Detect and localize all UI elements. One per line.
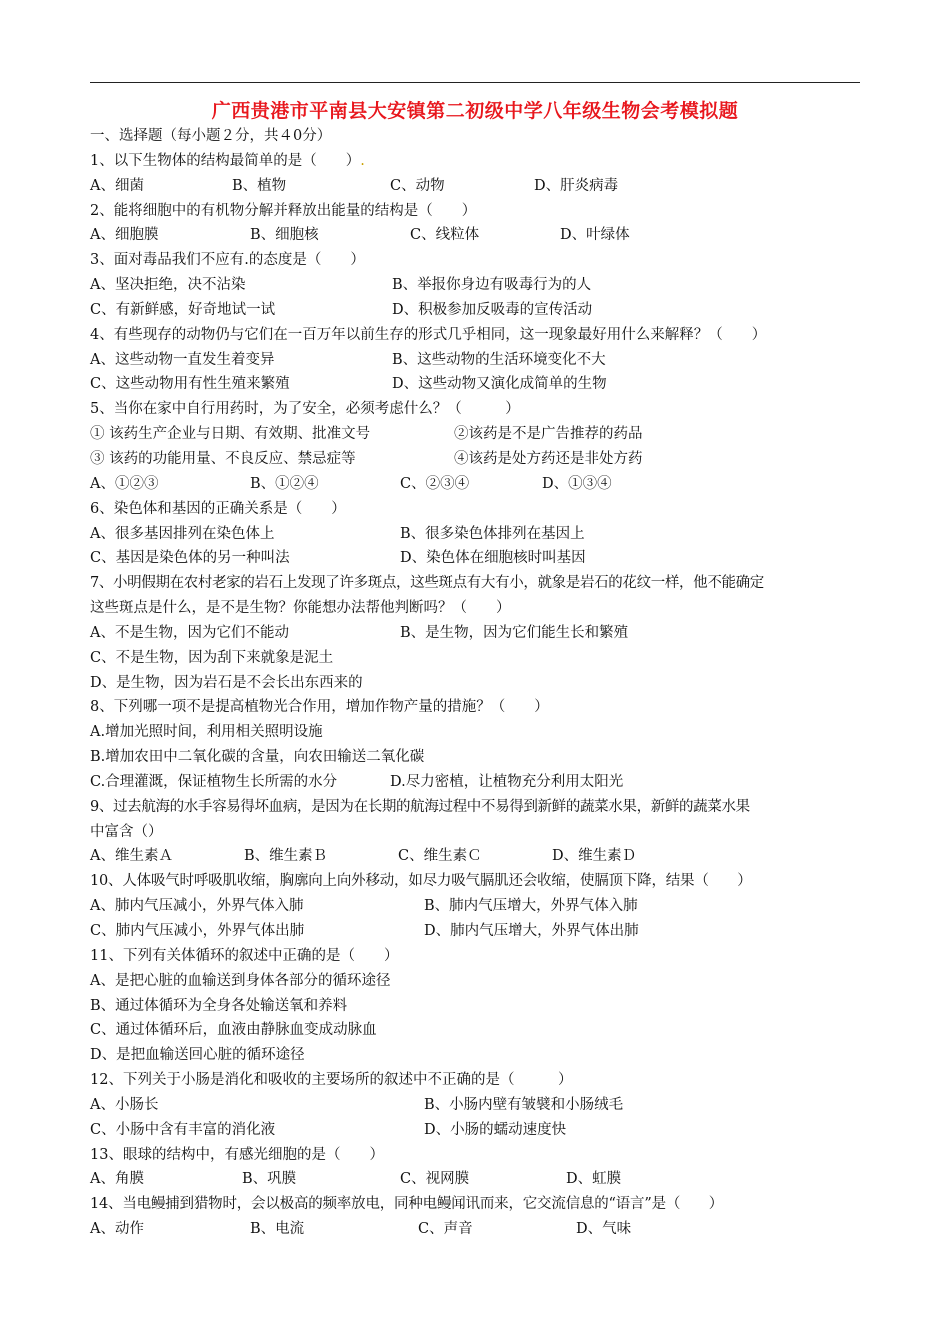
option-a: A、角膜 xyxy=(90,1171,144,1188)
option-b: B、是生物，因为它们能生长和繁殖 xyxy=(400,624,629,641)
question-11-option-c: C、通过体循环后，血液由静脉血变成动脉血 xyxy=(90,1022,377,1039)
statement-4: ④该药是处方药还是非处方药 xyxy=(454,450,643,467)
question-7-stem-line-1: 7、小明假期在农村老家的岩石上发现了许多斑点，这些斑点有大有小，就象是岩石的花纹一样，他不能确定 xyxy=(90,575,764,592)
statement-3: ③ 该药的功能用量、不良反应、禁忌症等 xyxy=(90,450,356,467)
statement-2: ②该药是不是广告推荐的药品 xyxy=(454,426,643,443)
option-d: D、①③④ xyxy=(542,475,612,492)
option-d: D、肺内气压增大，外界气体出肺 xyxy=(424,923,639,939)
question-9-options xyxy=(90,844,865,869)
question-9-stem-line-2: 中富含（） xyxy=(90,823,163,840)
question-8-options-cd xyxy=(90,770,865,795)
option-b: B、很多染色体排列在基因上 xyxy=(400,525,585,542)
option-d: D、小肠的蠕动速度快 xyxy=(424,1121,567,1138)
option-b: B、细胞核 xyxy=(250,227,319,244)
option-a: A、肺内气压减小，外界气体入肺 xyxy=(90,898,304,915)
option-b: B、电流 xyxy=(250,1221,305,1238)
option-c: C、②③④ xyxy=(400,475,470,492)
question-8-stem: 8、下列哪一项不是提高植物光合作用，增加作物产量的措施？（ ） xyxy=(90,699,549,716)
option-c: C.合理灌溉，保证植物生长所需的水分 xyxy=(90,773,338,790)
question-5-statements-12 xyxy=(90,422,865,447)
question-7-option-d: D、是生物，因为岩石是不会长出东西来的 xyxy=(90,674,363,691)
question-6-options-cd xyxy=(90,546,865,571)
option-c: C、声音 xyxy=(418,1221,473,1238)
option-c: C、线粒体 xyxy=(410,227,480,244)
option-a: A、坚决拒绝，决不沾染 xyxy=(90,277,246,294)
question-11-option-a: A、是把心脏的血输送到身体各部分的循环途径 xyxy=(90,972,391,989)
question-9-stem-line-1: 9、过去航海的水手容易得坏血病，是因为在长期的航海过程中不易得到新鲜的蔬菜水果，新鲜的蔬菜水果 xyxy=(90,798,750,815)
question-6-options-ab xyxy=(90,522,865,547)
question-5-statements-34 xyxy=(90,447,865,472)
question-7-option-c: C、不是生物，因为刮下来就象是泥土 xyxy=(90,649,334,666)
question-8-option-b: B.增加农田中二氧化碳的含量，向农田输送二氧化碳 xyxy=(90,749,425,766)
option-a: A、①②③ xyxy=(90,475,159,492)
question-12-stem: 12、下列关于小肠是消化和吸收的主要场所的叙述中不正确的是（ ） xyxy=(90,1072,573,1089)
option-d: D、这些动物又演化成简单的生物 xyxy=(392,376,607,393)
option-a: A、维生素Ａ xyxy=(90,848,173,865)
option-b: B、这些动物的生活环境变化不大 xyxy=(392,351,606,368)
question-2-options xyxy=(90,223,865,248)
option-c: C、这些动物用有性生殖来繁殖 xyxy=(90,376,290,393)
question-7-stem-line-2: 这些斑点是什么，是不是生物？你能想办法帮他判断吗？（ ） xyxy=(90,600,511,617)
option-d: D、气味 xyxy=(576,1221,632,1238)
section-heading: 一、选择题（每小题２分，共４0分） xyxy=(90,128,332,144)
question-4-options-ab xyxy=(90,348,865,373)
question-4-stem: 4、有些现存的动物仍与它们在一百万年以前生存的形式几乎相同，这一现象最好用什么来解释？（ ） xyxy=(90,326,767,343)
option-c: C、动物 xyxy=(390,177,445,194)
option-b: B、植物 xyxy=(232,177,287,194)
option-a: A、小肠长 xyxy=(90,1096,159,1113)
option-d: D、虹膜 xyxy=(566,1171,622,1188)
question-13-options xyxy=(90,1167,865,1192)
question-6-stem: 6、染色体和基因的正确关系是（ ） xyxy=(90,500,346,517)
question-10-options-ab xyxy=(90,894,865,919)
question-1-options xyxy=(90,174,865,199)
option-c: C、小肠中含有丰富的消化液 xyxy=(90,1121,276,1138)
question-list xyxy=(90,124,865,1242)
question-3-options-cd xyxy=(90,298,865,323)
question-5-options xyxy=(90,472,865,497)
option-c: C、肺内气压减小，外界气体出肺 xyxy=(90,923,305,939)
question-5-stem: 5、当你在家中自行用药时，为了安全，必须考虑什么？（ ） xyxy=(90,401,520,418)
option-a: A、细菌 xyxy=(90,177,144,194)
question-7-options-ab xyxy=(90,621,865,646)
option-a: A、动作 xyxy=(90,1221,144,1238)
option-a: A、这些动物一直发生着变异 xyxy=(90,351,275,368)
option-b: B、肺内气压增大，外界气体入肺 xyxy=(424,898,638,915)
question-12-options-cd xyxy=(90,1118,865,1143)
option-b: B、维生素Ｂ xyxy=(244,848,328,865)
question-14-stem: 14、当电鳗捕到猎物时，会以极高的频率放电，同种电鳗闻讯而来，它交流信息的“语言”是（ ） xyxy=(90,1196,724,1213)
question-2-stem: 2、能将细胞中的有机物分解并释放出能量的结构是（ ） xyxy=(90,202,477,219)
option-b: B、①②④ xyxy=(250,475,319,492)
option-d: D、积极参加反吸毒的宣传活动 xyxy=(392,301,593,318)
question-13-stem: 13、眼球的结构中，有感光细胞的是（ ） xyxy=(90,1146,384,1163)
question-10-stem: 10、人体吸气时呼吸肌收缩，胸廓向上向外移动，如尽力吸气膈肌还会收缩，使膈顶下降，结果（ ） xyxy=(90,873,752,890)
question-11-option-d: D、是把血输送回心脏的循环途径 xyxy=(90,1047,305,1064)
question-3-options-ab xyxy=(90,273,865,298)
header-rule xyxy=(90,82,860,83)
statement-1: ① 该药生产企业与日期、有效期、批准文号 xyxy=(90,426,371,443)
question-11-stem: 11、下列有关体循环的叙述中正确的是（ ） xyxy=(90,947,399,964)
question-11-option-b: B、通过体循环为全身各处输送氧和养料 xyxy=(90,997,348,1014)
option-b: B、小肠内壁有皱襞和小肠绒毛 xyxy=(424,1096,624,1113)
option-a: A、不是生物，因为它们不能动 xyxy=(90,624,289,641)
stray-mark: . xyxy=(360,152,365,169)
page-title: 广西贵港市平南县大安镇第二初级中学八年级生物会考模拟题 xyxy=(211,100,739,122)
option-c: C、基因是染色体的另一种叫法 xyxy=(90,550,290,567)
option-d: D、维生素Ｄ xyxy=(552,848,637,865)
question-12-options-ab xyxy=(90,1093,865,1118)
option-c: C、视网膜 xyxy=(400,1171,470,1188)
option-d: D.尽力密植，让植物充分利用太阳光 xyxy=(390,773,624,790)
option-b: B、巩膜 xyxy=(242,1171,297,1188)
option-a: A、细胞膜 xyxy=(90,227,159,244)
question-3-stem: 3、面对毒品我们不应有.的态度是（ ） xyxy=(90,252,365,269)
option-c: C、有新鲜感，好奇地试一试 xyxy=(90,301,276,318)
option-d: D、肝炎病毒 xyxy=(534,177,619,194)
option-d: D、染色体在细胞核时叫基因 xyxy=(400,550,586,567)
question-14-options xyxy=(90,1217,865,1242)
question-4-options-cd xyxy=(90,372,865,397)
option-a: A、很多基因排列在染色体上 xyxy=(90,525,275,542)
option-d: D、叶绿体 xyxy=(560,227,630,244)
option-c: C、维生素Ｃ xyxy=(398,848,482,865)
question-8-option-a: A.增加光照时间，利用相关照明设施 xyxy=(90,724,323,741)
option-b: B、举报你身边有吸毒行为的人 xyxy=(392,277,592,294)
question-1-stem: 1、以下生物体的结构最简单的是（ ）. xyxy=(90,152,365,169)
question-10-options-cd xyxy=(90,919,865,944)
